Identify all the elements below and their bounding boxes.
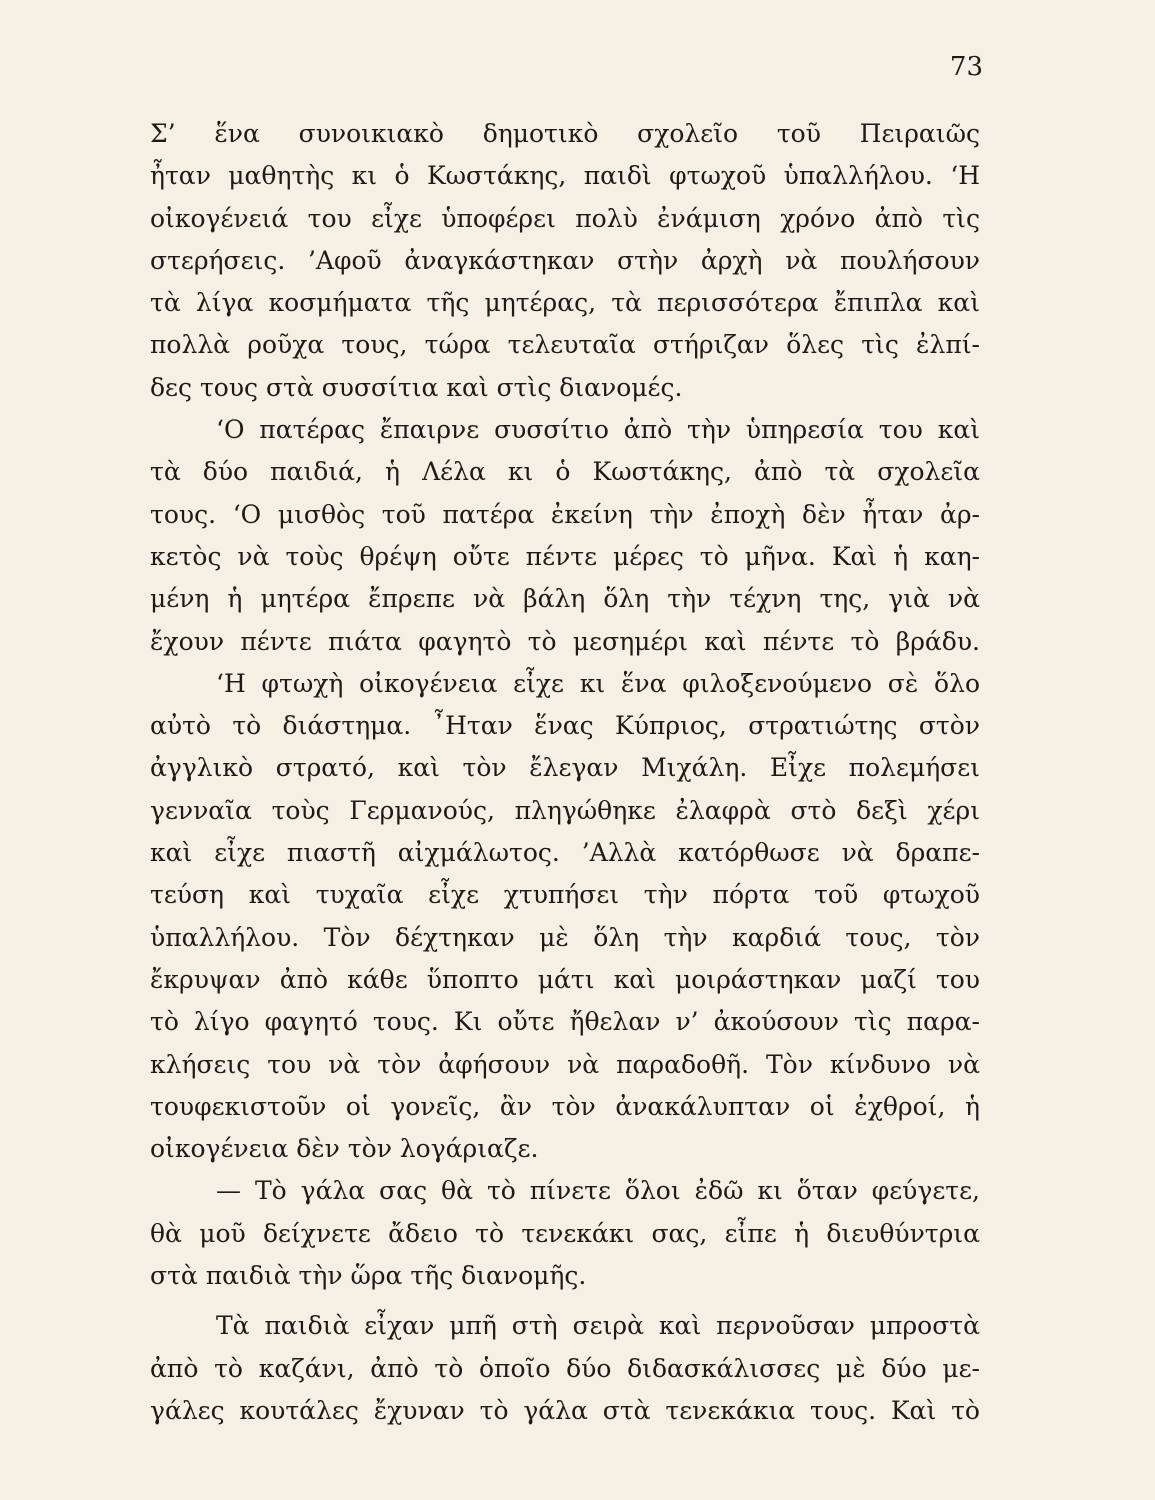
text-line: θὰ μοῦ δείχνετε ἄδειο τὸ τενεκάκι σας, εἶπε ἡ διευθύντρια [150,1218,980,1248]
text-line: ὑπαλλήλου. Τὸν δέχτηκαν μὲ ὅλη τὴν καρδιά τους, τὸν [150,922,980,952]
text-line: οἰκογένεια δὲν τὸν λογάριαζε. [150,1134,539,1164]
text-line: τὸ λίγο φαγητό τους. Κι οὔτε ἤθελαν ν’ ἀκούσουν τὶς παρα- [150,1007,980,1037]
text-line: μένη ἡ μητέρα ἔπρεπε νὰ βάλη ὅλη τὴν τέχνη της, γιὰ νὰ [150,584,980,614]
text-line: τὰ δύο παιδιά, ἡ Λέλα κι ὁ Κωστάκης, ἀπὸ τὰ σχολεῖα [150,457,980,487]
text-line: οἰκογένειά του εἶχε ὑποφέρει πολὺ ἐνάμιση χρόνο ἀπὸ τὶς [150,203,980,233]
text-line: τουφεκιστοῦν οἱ γονεῖς, ἂν τὸν ἀνακάλυπταν οἱ ἐχθροί, ἡ [150,1091,980,1121]
text-line: αὐτὸ τὸ διάστημα. ῏Ηταν ἕνας Κύπριος, στρατιώτης στὸν [150,711,980,741]
text-line: τους. ‘Ο μισθὸς τοῦ πατέρα ἐκείνη τὴν ἐποχὴ δὲν ἦταν ἀρ- [150,499,980,529]
text-line: πολλὰ ροῦχα τους, τώρα τελευταῖα στήριζαν ὅλες τὶς ἐλπί- [150,330,980,360]
text-line: ἔκρυψαν ἀπὸ κάθε ὕποπτο μάτι καὶ μοιράστηκαν μαζί του [150,964,980,994]
text-line: γάλες κουτάλες ἔχυναν τὸ γάλα στὰ τενεκάκια τους. Καὶ τὸ [150,1395,980,1425]
text-line: γενναῖα τοὺς Γερμανούς, πληγώθηκε ἐλαφρὰ στὸ δεξὶ χέρι [150,795,980,825]
text-line: καὶ εἶχε πιαστῆ αἰχμάλωτος. ’Αλλὰ κατόρθωσε νὰ δραπε- [150,838,980,868]
text-line: κετὸς νὰ τοὺς θρέψη οὔτε πέντε μέρες τὸ μῆνα. Καὶ ἡ καη- [150,541,980,571]
text-line: στὰ παιδιὰ τὴν ὥρα τῆς διανομῆς. [150,1261,587,1291]
text-line: τὰ λίγα κοσμήματα τῆς μητέρας, τὰ περισσότερα ἔπιπλα καὶ [150,288,980,318]
text-line: ‘Ο πατέρας ἔπαιρνε συσσίτιο ἀπὸ τὴν ὑπηρεσία του καὶ [216,415,980,445]
text-line: δες τους στὰ συσσίτια καὶ στὶς διανομές. [150,372,683,402]
text-line: κλήσεις του νὰ τὸν ἀφήσουν νὰ παραδοθῆ. Τὸν κίνδυνο νὰ [150,1049,980,1079]
text-line: ἀγγλικὸ στρατό, καὶ τὸν ἔλεγαν Μιχάλη. Εἶχε πολεμήσει [150,753,980,783]
text-line: — Τὸ γάλα σας θὰ τὸ πίνετε ὅλοι ἐδῶ κι ὅταν φεύγετε, [216,1176,980,1206]
text-line: ἀπὸ τὸ καζάνι, ἀπὸ τὸ ὁποῖο δύο διδασκάλισσες μὲ δύο με- [150,1353,980,1383]
text-line: στερήσεις. ’Αφοῦ ἀναγκάστηκαν στὴν ἀρχὴ νὰ πουλήσουν [150,245,980,275]
text-line: ἦταν μαθητὴς κι ὁ Κωστάκης, παιδὶ φτωχοῦ ὑπαλλήλου. ‘Η [150,161,980,191]
body-text [150,113,980,1432]
text-line: Σ’ ἕνα συνοικιακὸ δημοτικὸ σχολεῖο τοῦ Πειραιῶς [150,119,980,148]
text-line: ἔχουν πέντε πιάτα φαγητὸ τὸ μεσημέρι καὶ πέντε τὸ βράδυ. [150,626,980,656]
page-number: 73 [949,52,983,82]
text-line: Τὰ παιδιὰ εἶχαν μπῆ στὴ σειρὰ καὶ περνοῦσαν μπροστὰ [216,1311,980,1341]
text-line: τεύση καὶ τυχαῖα εἶχε χτυπήσει τὴν πόρτα τοῦ φτωχοῦ [150,880,980,910]
text-line: ‘Η φτωχὴ οἰκογένεια εἶχε κι ἕνα φιλοξενούμενο σὲ ὅλο [216,668,980,698]
